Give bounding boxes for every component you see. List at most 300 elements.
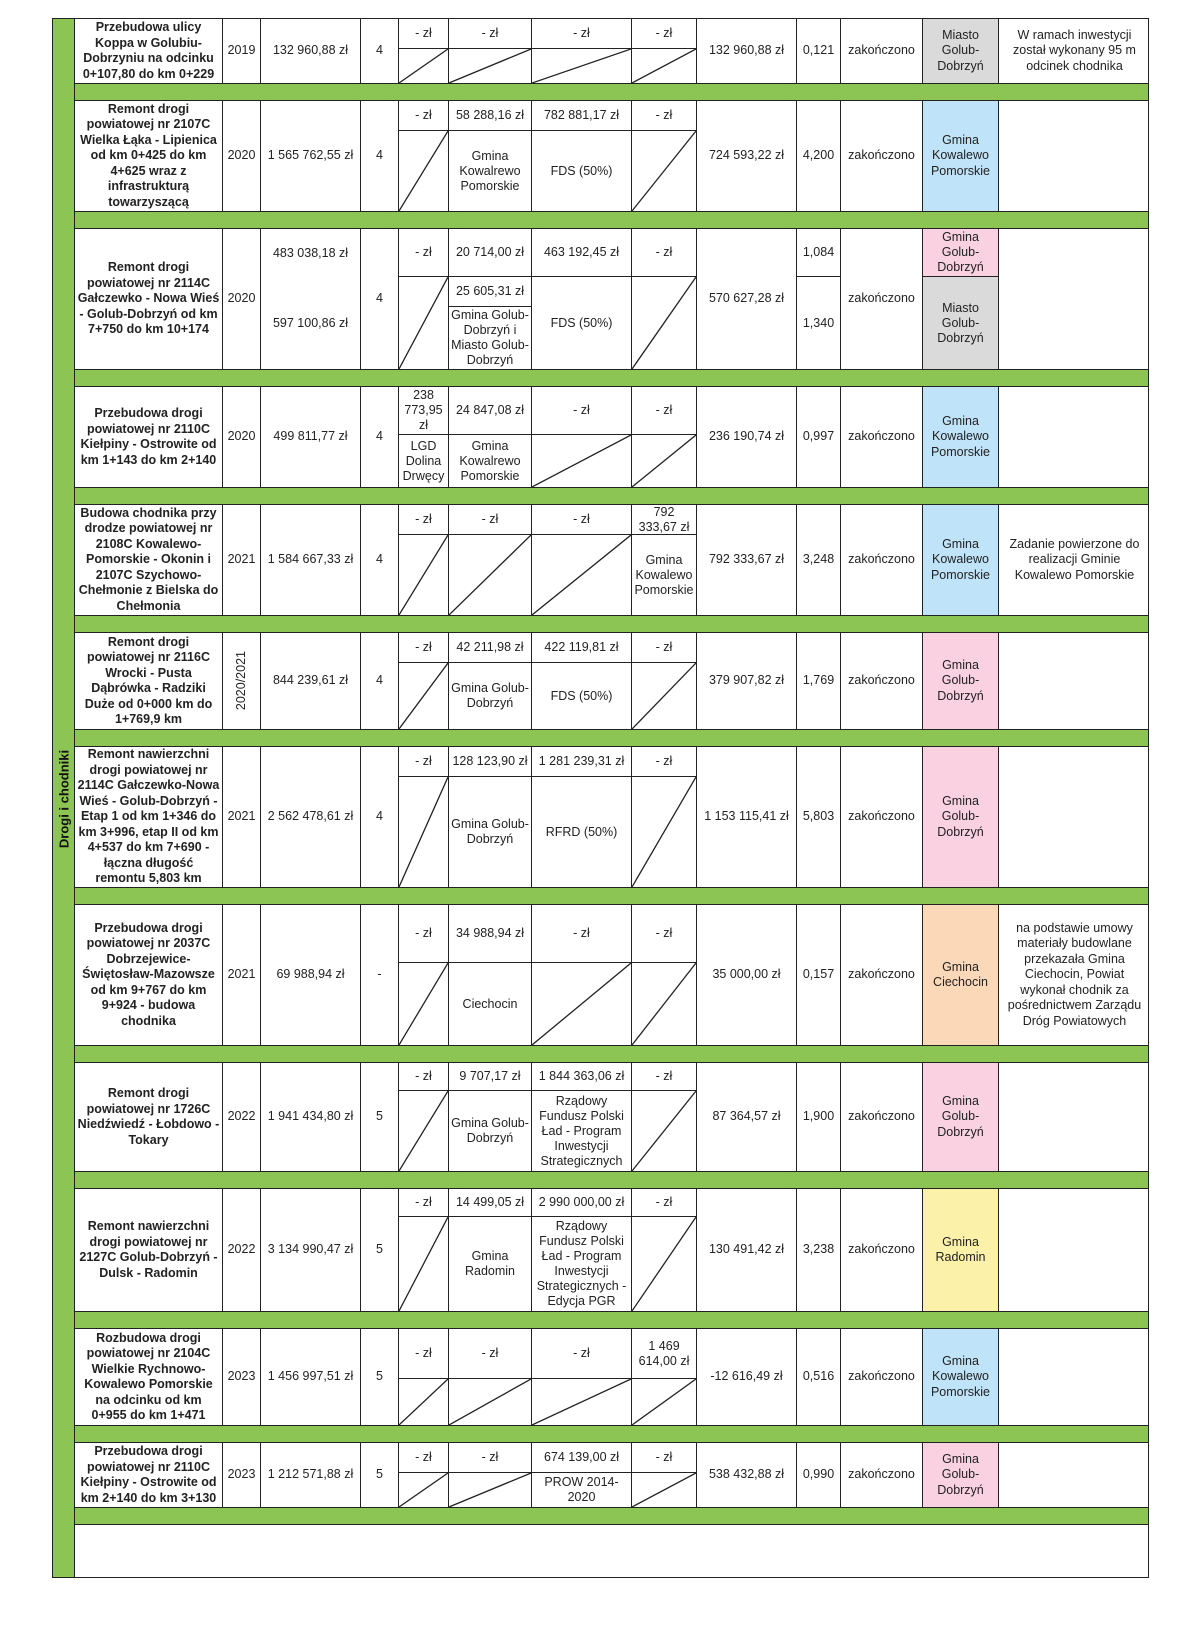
table-body bbox=[75, 19, 1148, 1577]
funding-1 bbox=[399, 1329, 449, 1425]
table-row bbox=[75, 1189, 1148, 1311]
empty-cell-diagonal bbox=[399, 49, 448, 83]
total-cost: 1 565 762,55 zł bbox=[261, 101, 361, 211]
funding-1-source bbox=[399, 131, 448, 211]
partner-2: Miasto Golub-Dobrzyń bbox=[923, 277, 998, 369]
funding-4-source bbox=[632, 777, 696, 887]
empty-cell-diagonal bbox=[399, 963, 448, 1045]
funding-4-amount: - zł bbox=[632, 747, 696, 777]
row-separator bbox=[75, 1507, 1148, 1525]
length-km: 1,900 bbox=[797, 1063, 841, 1171]
funding-1 bbox=[399, 101, 449, 211]
task-name: Remont nawierzchni drogi powiatowej nr 2127C Golub-Dobrzyń - Dulsk - Radomin bbox=[75, 1189, 223, 1311]
funding-1-source bbox=[399, 1217, 448, 1311]
year-cell bbox=[223, 747, 261, 887]
year: 2023 bbox=[227, 1369, 256, 1384]
year: 2021 bbox=[227, 967, 256, 982]
task-name: Przebudowa drogi powiatowej nr 2110C Kiełpiny - Ostrowite od km 1+143 do km 2+140 bbox=[75, 387, 223, 487]
length-split bbox=[797, 229, 841, 369]
task-name: Remont drogi powiatowej nr 2114C Gałczewko - Nowa Wieś - Golub-Dobrzyń od km 7+750 do km 10+174 bbox=[75, 229, 223, 369]
own-contribution: -12 616,49 zł bbox=[697, 1329, 797, 1425]
status: zakończono bbox=[841, 505, 923, 615]
row-separator bbox=[75, 487, 1148, 505]
funding-2-source bbox=[449, 1379, 531, 1425]
funding-3 bbox=[532, 387, 632, 487]
funding-2 bbox=[449, 505, 532, 615]
funding-3-source bbox=[532, 435, 631, 487]
notes: na podstawie umowy materiały budowlane przekazała Gmina Ciechocin, Powiat wykonał chodnik za pośrednictwem Zarządu Dróg Powiatowych bbox=[1007, 920, 1142, 1028]
own-contribution: 87 364,57 zł bbox=[697, 1063, 797, 1171]
funding-3-amount: 782 881,17 zł bbox=[532, 101, 631, 131]
priority: 4 bbox=[361, 101, 399, 211]
partner: Gmina Golub-Dobrzyń bbox=[923, 633, 999, 729]
funding-1 bbox=[399, 1443, 449, 1507]
notes: W ramach inwestycji został wykonany 95 m odcinek chodnika bbox=[1013, 27, 1136, 73]
empty-cell-diagonal bbox=[532, 535, 631, 615]
own-contribution: 132 960,88 zł bbox=[697, 19, 797, 83]
partner: Gmina Golub-Dobrzyń bbox=[923, 747, 999, 887]
funding-2 bbox=[449, 387, 532, 487]
year-cell bbox=[223, 1189, 261, 1311]
notes bbox=[999, 387, 1150, 487]
year: 2020/2021 bbox=[233, 651, 248, 711]
table-row bbox=[75, 19, 1148, 83]
partner: Miasto Golub-Dobrzyń bbox=[923, 19, 999, 83]
funding-1-source bbox=[399, 535, 448, 615]
funding-4-amount: 1 469 614,00 zł bbox=[632, 1329, 696, 1379]
funding-3-source: FDS (50%) bbox=[550, 688, 613, 703]
year-cell bbox=[223, 905, 261, 1045]
total-cost: 132 960,88 zł bbox=[261, 19, 361, 83]
funding-3-source: PROW 2014-2020 bbox=[544, 1475, 619, 1504]
funding-2 bbox=[449, 229, 532, 369]
funding-2-amount: 24 847,08 zł bbox=[449, 387, 531, 435]
total-cost: 499 811,77 zł bbox=[261, 387, 361, 487]
length-km: 0,516 bbox=[797, 1329, 841, 1425]
own-contribution: 35 000,00 zł bbox=[697, 905, 797, 1045]
funding-4-source bbox=[632, 1091, 696, 1171]
funding-1 bbox=[399, 19, 449, 83]
section-sidebar bbox=[53, 19, 75, 1577]
funding-3-amount: - zł bbox=[532, 387, 631, 435]
length-part-2: 1,340 bbox=[802, 315, 835, 330]
table-row bbox=[75, 505, 1148, 615]
funding-4 bbox=[632, 905, 697, 1045]
year-cell bbox=[223, 1443, 261, 1507]
funding-4-source bbox=[632, 1379, 696, 1425]
priority: 5 bbox=[361, 1189, 399, 1311]
funding-2 bbox=[449, 1329, 532, 1425]
funding-1-amount: - zł bbox=[399, 101, 448, 131]
priority: 4 bbox=[361, 19, 399, 83]
funding-2 bbox=[449, 1443, 532, 1507]
empty-cell-diagonal bbox=[632, 131, 696, 211]
length-part-1: 1,084 bbox=[797, 229, 840, 277]
year-cell bbox=[223, 505, 261, 615]
total-cost: 1 941 434,80 zł bbox=[261, 1063, 361, 1171]
partner-1: Gmina Golub-Dobrzyń bbox=[923, 229, 998, 277]
own-contribution: 538 432,88 zł bbox=[697, 1443, 797, 1507]
year: 2022 bbox=[227, 1242, 256, 1257]
funding-2-amount: 20 714,00 zł bbox=[449, 229, 531, 277]
own-contribution: 236 190,74 zł bbox=[697, 387, 797, 487]
funding-3 bbox=[532, 1443, 632, 1507]
year-cell bbox=[223, 387, 261, 487]
length-km: 5,803 bbox=[797, 747, 841, 887]
funding-4 bbox=[632, 387, 697, 487]
status: zakończono bbox=[841, 747, 923, 887]
total-cost: 1 212 571,88 zł bbox=[261, 1443, 361, 1507]
own-contribution: 724 593,22 zł bbox=[697, 101, 797, 211]
priority: 5 bbox=[361, 1443, 399, 1507]
status: zakończono bbox=[841, 19, 923, 83]
funding-4-amount: - zł bbox=[632, 229, 696, 277]
funding-2-source bbox=[449, 535, 531, 615]
funding-4 bbox=[632, 101, 697, 211]
task-name: Remont drogi powiatowej nr 2107C Wielka Łąka - Lipienica od km 0+425 do km 4+625 wraz z infrastrukturą towarzyszącą bbox=[75, 101, 223, 211]
funding-4 bbox=[632, 1329, 697, 1425]
funding-1-source bbox=[399, 277, 448, 369]
notes bbox=[999, 633, 1150, 729]
total-cost: 1 584 667,33 zł bbox=[261, 505, 361, 615]
funding-2-amount-2: 25 605,31 zł bbox=[449, 277, 531, 307]
table-row bbox=[75, 633, 1148, 729]
row-separator bbox=[75, 1171, 1148, 1189]
funding-3 bbox=[532, 633, 632, 729]
funding-2-amount: 9 707,17 zł bbox=[449, 1063, 531, 1091]
total-cost-part-2: 597 100,86 zł bbox=[272, 315, 349, 330]
row-separator bbox=[75, 615, 1148, 633]
notes bbox=[999, 1189, 1150, 1311]
funding-4-source bbox=[632, 663, 696, 729]
task-name: Przebudowa drogi powiatowej nr 2037C Dobrzejewice-Świętosław-Mazowsze od km 9+767 do km 9+924 - budowa chodnika bbox=[75, 905, 223, 1045]
notes bbox=[999, 747, 1150, 887]
year-cell bbox=[223, 19, 261, 83]
total-cost: 1 456 997,51 zł bbox=[261, 1329, 361, 1425]
total-cost-part-1: 483 038,18 zł bbox=[272, 245, 349, 260]
empty-cell-diagonal bbox=[449, 49, 531, 83]
funding-2-amount: - zł bbox=[449, 1443, 531, 1473]
funding-1 bbox=[399, 747, 449, 887]
year-cell bbox=[223, 229, 261, 369]
funding-3-amount: 1 281 239,31 zł bbox=[532, 747, 631, 777]
status: zakończono bbox=[841, 101, 923, 211]
length-km: 3,248 bbox=[797, 505, 841, 615]
funding-1-amount: - zł bbox=[399, 505, 448, 535]
funding-4-amount: - zł bbox=[632, 19, 696, 49]
priority: 5 bbox=[361, 1063, 399, 1171]
task-name: Remont drogi powiatowej nr 2116C Wrocki - Pusta Dąbrówka - Radziki Duże od 0+000 km do 1+769,9 km bbox=[75, 633, 223, 729]
funding-4 bbox=[632, 505, 697, 615]
funding-2-amount: 14 499,05 zł bbox=[449, 1189, 531, 1217]
funding-3-source: RFRD (50%) bbox=[545, 824, 618, 839]
priority: 4 bbox=[361, 633, 399, 729]
year: 2021 bbox=[227, 809, 256, 824]
funding-2-source: Gmina Golub-Dobrzyń bbox=[451, 1116, 529, 1145]
funding-3 bbox=[532, 1329, 632, 1425]
status: zakończono bbox=[841, 229, 923, 369]
empty-cell-diagonal bbox=[399, 1217, 448, 1311]
row-separator bbox=[75, 729, 1148, 747]
status: zakończono bbox=[841, 387, 923, 487]
empty-cell-diagonal bbox=[399, 777, 448, 887]
funding-2-amount: - zł bbox=[449, 19, 531, 49]
funding-4-source bbox=[632, 1217, 696, 1311]
status: zakończono bbox=[841, 1189, 923, 1311]
section-label: Drogi i chodniki bbox=[56, 749, 72, 849]
funding-2 bbox=[449, 19, 532, 83]
empty-cell-diagonal bbox=[449, 535, 531, 615]
funding-2-source: Gmina Kowalrewo Pomorskie bbox=[459, 438, 521, 483]
empty-cell-diagonal bbox=[632, 777, 696, 887]
table-row bbox=[75, 387, 1148, 487]
funding-2-amount: 58 288,16 zł bbox=[449, 101, 531, 131]
funding-1-amount: - zł bbox=[399, 747, 448, 777]
empty-cell-diagonal bbox=[399, 1379, 448, 1425]
table-row bbox=[75, 905, 1148, 1045]
funding-2 bbox=[449, 633, 532, 729]
empty-cell-diagonal bbox=[532, 49, 631, 83]
year: 2020 bbox=[227, 148, 256, 163]
funding-2-source: Gmina Kowalrewo Pomorskie bbox=[459, 148, 521, 193]
funding-3-amount: - zł bbox=[532, 1329, 631, 1379]
funding-1-source bbox=[399, 49, 448, 83]
empty-cell-diagonal bbox=[399, 277, 448, 369]
funding-3 bbox=[532, 101, 632, 211]
funding-1 bbox=[399, 229, 449, 369]
funding-3-source: FDS (50%) bbox=[550, 163, 613, 178]
task-name: Budowa chodnika przy drodze powiatowej nr 2108C Kowalewo-Pomorskie - Okonin i 2107C Szychowo-Chełmonie z Bielska do Chełmonia bbox=[75, 505, 223, 615]
row-separator bbox=[75, 1311, 1148, 1329]
funding-3 bbox=[532, 1189, 632, 1311]
funding-1-amount: 238 773,95 zł bbox=[399, 387, 448, 435]
funding-4-source bbox=[632, 435, 696, 487]
funding-3-source bbox=[532, 963, 631, 1045]
empty-cell-diagonal bbox=[632, 1379, 696, 1425]
year: 2019 bbox=[227, 43, 256, 58]
total-cost-split bbox=[261, 229, 361, 369]
funding-3-source bbox=[532, 49, 631, 83]
partner: Gmina Kowalewo Pomorskie bbox=[923, 101, 999, 211]
empty-cell-diagonal bbox=[532, 963, 631, 1045]
table-row bbox=[75, 101, 1148, 211]
funding-1-source bbox=[399, 777, 448, 887]
empty-cell-diagonal bbox=[632, 663, 696, 729]
length-km: 0,997 bbox=[797, 387, 841, 487]
funding-2 bbox=[449, 101, 532, 211]
empty-cell-diagonal bbox=[532, 1379, 631, 1425]
table-row bbox=[75, 1329, 1148, 1425]
funding-1-amount: - zł bbox=[399, 1063, 448, 1091]
funding-4-source bbox=[632, 277, 696, 369]
funding-1 bbox=[399, 1063, 449, 1171]
funding-4 bbox=[632, 229, 697, 369]
funding-1-source bbox=[399, 1379, 448, 1425]
funding-2-amount: 42 211,98 zł bbox=[449, 633, 531, 663]
funding-1-amount: - zł bbox=[399, 1443, 448, 1473]
empty-cell-diagonal bbox=[399, 663, 448, 729]
partner: Gmina Golub-Dobrzyń bbox=[923, 1443, 999, 1507]
priority: 5 bbox=[361, 1329, 399, 1425]
funding-3 bbox=[532, 905, 632, 1045]
funding-3 bbox=[532, 505, 632, 615]
funding-4 bbox=[632, 747, 697, 887]
partner-split bbox=[923, 229, 999, 369]
empty-cell-diagonal bbox=[399, 1473, 448, 1507]
length-km: 0,157 bbox=[797, 905, 841, 1045]
funding-3 bbox=[532, 1063, 632, 1171]
row-separator bbox=[75, 369, 1148, 387]
table-row bbox=[75, 1443, 1148, 1507]
row-separator bbox=[75, 1045, 1148, 1063]
year-cell bbox=[223, 101, 261, 211]
total-cost: 844 239,61 zł bbox=[261, 633, 361, 729]
funding-2-source: Gmina Radomin bbox=[464, 1249, 516, 1278]
funding-4-amount: - zł bbox=[632, 101, 696, 131]
length-km: 1,769 bbox=[797, 633, 841, 729]
funding-3-source: Rządowy Fundusz Polski Ład - Program Inwestycji Strategicznych - Edycja PGR bbox=[536, 1219, 627, 1308]
funding-3-amount: 422 119,81 zł bbox=[532, 633, 631, 663]
funding-1-source bbox=[399, 1091, 448, 1171]
task-name: Rozbudowa drogi powiatowej nr 2104C Wielkie Rychnowo-Kowalewo Pomorskie na odcinku od km 0+955 do km 1+471 bbox=[75, 1329, 223, 1425]
funding-2-source bbox=[449, 49, 531, 83]
year-cell bbox=[223, 1063, 261, 1171]
partner: Gmina Ciechocin bbox=[923, 905, 999, 1045]
funding-3-amount: 674 139,00 zł bbox=[532, 1443, 631, 1473]
priority: 4 bbox=[361, 747, 399, 887]
funding-2-amount: - zł bbox=[449, 1329, 531, 1379]
empty-cell-diagonal bbox=[632, 963, 696, 1045]
funding-3-amount: - zł bbox=[532, 905, 631, 963]
task-name: Przebudowa ulicy Koppa w Golubiu-Dobrzyniu na odcinku 0+107,80 do km 0+229 bbox=[75, 19, 223, 83]
funding-2 bbox=[449, 905, 532, 1045]
table-row bbox=[75, 1063, 1148, 1171]
table-row bbox=[75, 747, 1148, 887]
funding-1-source bbox=[399, 663, 448, 729]
funding-4-source bbox=[632, 963, 696, 1045]
task-name: Remont nawierzchni drogi powiatowej nr 2114C Gałczewko-Nowa Wieś - Golub-Dobrzyń - Etap 1 od km 1+346 do km 3+996, etap II od km 4+537 do km 7+690 - łączna długość remontu 5,803 km bbox=[75, 747, 223, 887]
status: zakończono bbox=[841, 1443, 923, 1507]
notes bbox=[999, 1329, 1150, 1425]
funding-1-amount: - zł bbox=[399, 1189, 448, 1217]
funding-4-amount: - zł bbox=[632, 1189, 696, 1217]
funding-3-source bbox=[532, 1379, 631, 1425]
year: 2020 bbox=[227, 291, 256, 306]
empty-cell-diagonal bbox=[532, 435, 631, 487]
year: 2022 bbox=[227, 1109, 256, 1124]
funding-3-amount: 1 844 363,06 zł bbox=[532, 1063, 631, 1091]
funding-3-amount: 463 192,45 zł bbox=[532, 229, 631, 277]
empty-cell-diagonal bbox=[632, 435, 696, 487]
priority: - bbox=[361, 905, 399, 1045]
funding-4-amount: - zł bbox=[632, 1443, 696, 1473]
funding-4-amount: - zł bbox=[632, 1063, 696, 1091]
funding-1 bbox=[399, 387, 449, 487]
empty-cell-diagonal bbox=[632, 49, 696, 83]
funding-2 bbox=[449, 1189, 532, 1311]
own-contribution: 379 907,82 zł bbox=[697, 633, 797, 729]
priority: 4 bbox=[361, 229, 399, 369]
length-km: 0,990 bbox=[797, 1443, 841, 1507]
priority: 4 bbox=[361, 387, 399, 487]
empty-cell-diagonal bbox=[399, 535, 448, 615]
partner: Gmina Golub-Dobrzyń bbox=[923, 1063, 999, 1171]
funding-2-amount: 128 123,90 zł bbox=[449, 747, 531, 777]
year-cell bbox=[223, 1329, 261, 1425]
funding-3-source: FDS (50%) bbox=[550, 315, 613, 330]
row-separator bbox=[75, 887, 1148, 905]
notes bbox=[999, 1063, 1150, 1171]
year: 2020 bbox=[227, 429, 256, 444]
empty-cell-diagonal bbox=[399, 1091, 448, 1171]
own-contribution: 130 491,42 zł bbox=[697, 1189, 797, 1311]
funding-2-source: Ciechocin bbox=[462, 996, 518, 1011]
funding-1 bbox=[399, 1189, 449, 1311]
status: zakończono bbox=[841, 1063, 923, 1171]
funding-2 bbox=[449, 747, 532, 887]
funding-4-source bbox=[632, 49, 696, 83]
partner: Gmina Radomin bbox=[923, 1189, 999, 1311]
funding-1-amount: - zł bbox=[399, 905, 448, 963]
funding-1-amount: - zł bbox=[399, 1329, 448, 1379]
funding-3 bbox=[532, 19, 632, 83]
partner: Gmina Kowalewo Pomorskie bbox=[923, 1329, 999, 1425]
funding-3-source bbox=[532, 535, 631, 615]
empty-cell-diagonal bbox=[449, 1379, 531, 1425]
funding-4 bbox=[632, 19, 697, 83]
funding-1-source bbox=[399, 963, 448, 1045]
funding-1-amount: - zł bbox=[399, 633, 448, 663]
notes bbox=[999, 1443, 1150, 1507]
empty-cell-diagonal bbox=[632, 1473, 696, 1507]
notes bbox=[999, 101, 1150, 211]
empty-cell-diagonal bbox=[399, 131, 448, 211]
funding-1 bbox=[399, 633, 449, 729]
partner: Gmina Kowalewo Pomorskie bbox=[923, 505, 999, 615]
funding-4 bbox=[632, 1063, 697, 1171]
total-cost: 69 988,94 zł bbox=[261, 905, 361, 1045]
status: zakończono bbox=[841, 905, 923, 1045]
status: zakończono bbox=[841, 633, 923, 729]
own-contribution: 570 627,28 zł bbox=[697, 229, 797, 369]
funding-2-source bbox=[449, 1473, 531, 1507]
row-separator bbox=[75, 1425, 1148, 1443]
investment-table bbox=[52, 18, 1149, 1578]
funding-2-source: Gmina Golub-Dobrzyń bbox=[451, 681, 529, 710]
funding-3-source: Rządowy Fundusz Polski Ład - Program Inwestycji Strategicznych bbox=[539, 1093, 624, 1168]
year-cell bbox=[223, 633, 261, 729]
funding-3-amount: - zł bbox=[532, 505, 631, 535]
own-contribution: 1 153 115,41 zł bbox=[697, 747, 797, 887]
funding-1-amount: - zł bbox=[399, 19, 448, 49]
year: 2023 bbox=[227, 1467, 256, 1482]
funding-3-amount: 2 990 000,00 zł bbox=[532, 1189, 631, 1217]
funding-4-amount: - zł bbox=[632, 633, 696, 663]
total-cost: 3 134 990,47 zł bbox=[261, 1189, 361, 1311]
funding-4-source: Gmina Kowalewo Pomorskie bbox=[634, 552, 694, 597]
funding-4-amount: 792 333,67 zł bbox=[632, 505, 696, 535]
priority: 4 bbox=[361, 505, 399, 615]
funding-4 bbox=[632, 1443, 697, 1507]
partner: Gmina Kowalewo Pomorskie bbox=[923, 387, 999, 487]
task-name: Remont drogi powiatowej nr 1726C Niedźwiedź - Łobdowo - Tokary bbox=[75, 1063, 223, 1171]
year: 2021 bbox=[227, 552, 256, 567]
funding-1 bbox=[399, 905, 449, 1045]
funding-4 bbox=[632, 633, 697, 729]
notes: Zadanie powierzone do realizacji Gminie Kowalewo Pomorskie bbox=[1009, 536, 1140, 582]
funding-2 bbox=[449, 1063, 532, 1171]
funding-4-amount: - zł bbox=[632, 905, 696, 963]
